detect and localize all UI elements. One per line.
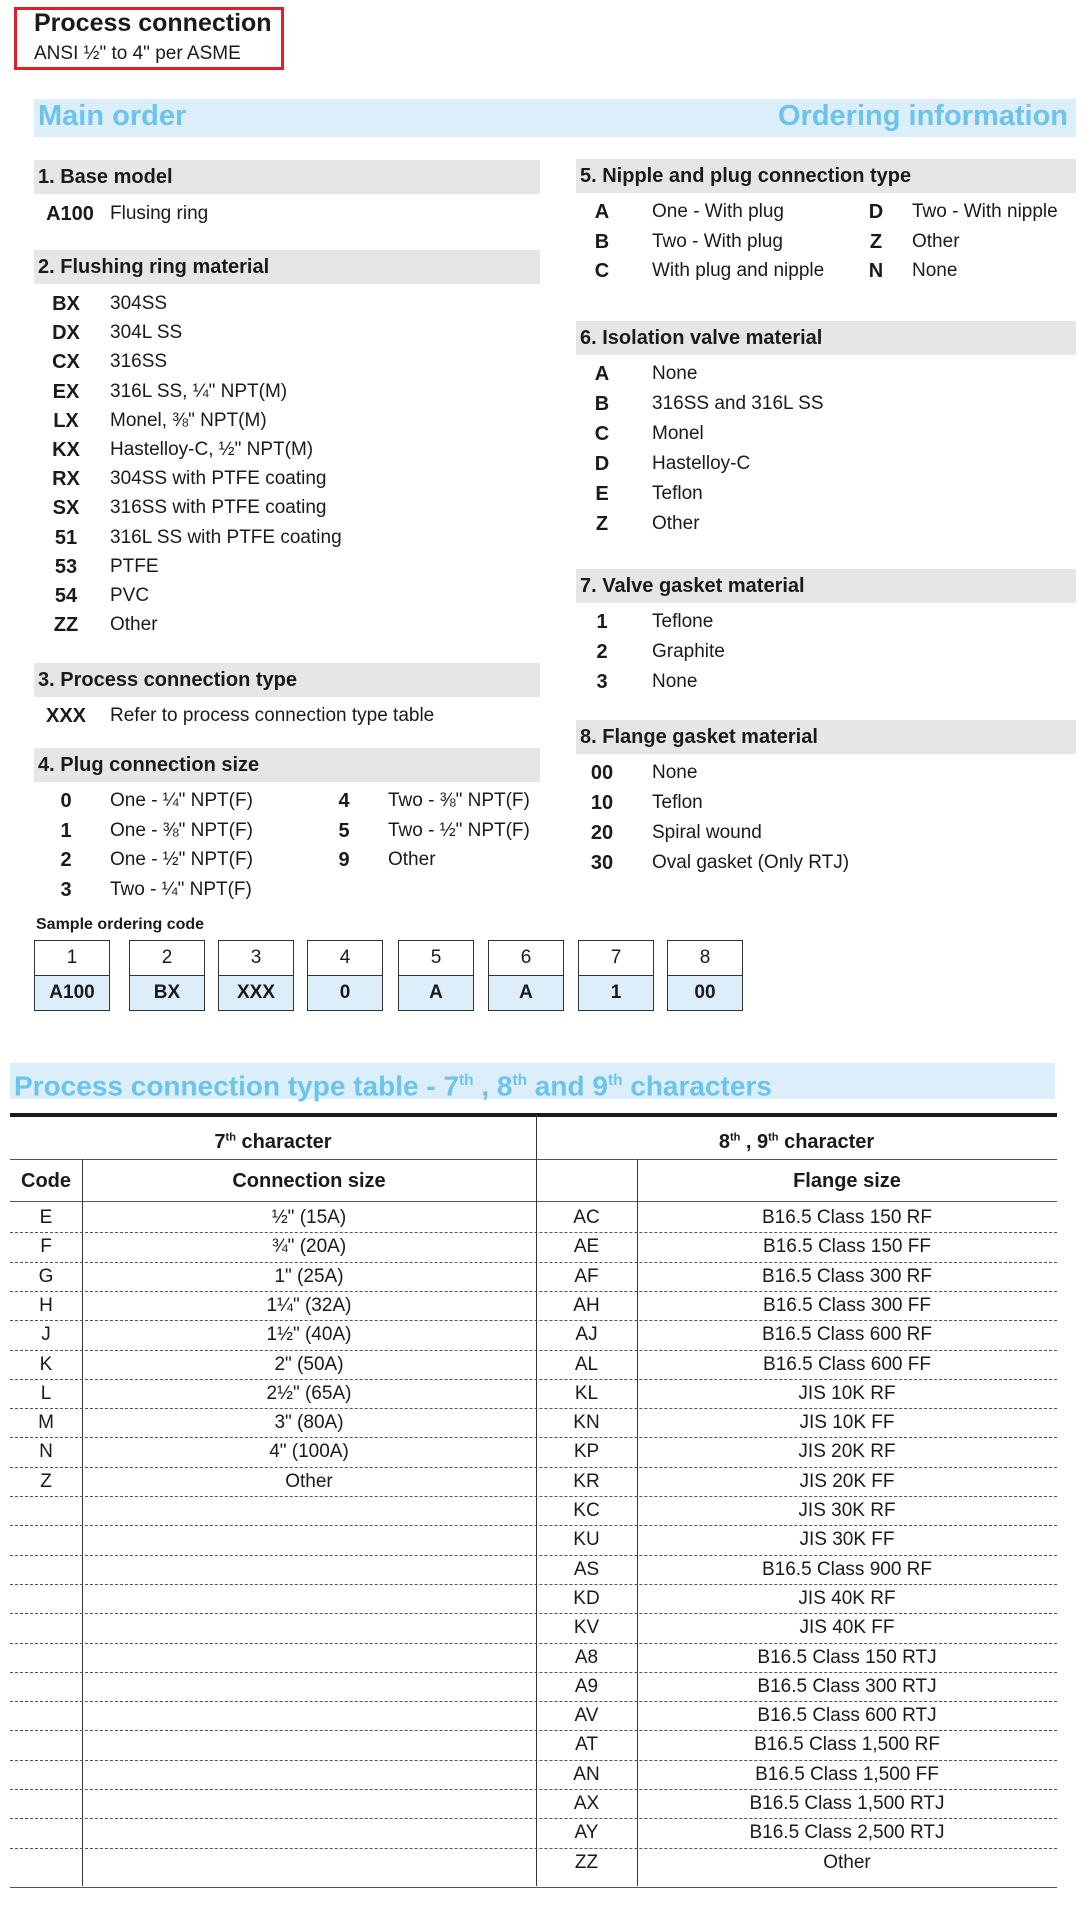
page-subtitle: ANSI ½" to 4" per ASME — [34, 43, 241, 64]
list-item — [576, 480, 1076, 508]
list-item — [34, 436, 540, 464]
table-banner-sup1: th — [459, 1072, 474, 1089]
item-desc: One - ¼" NPT(F) — [110, 790, 253, 811]
table-right-code: AF — [574, 1265, 599, 1287]
item-code: 9 — [338, 849, 350, 871]
col-flange-size-header: Flange size — [793, 1170, 901, 1192]
item-code: EX — [52, 380, 80, 403]
item-desc: Other — [912, 230, 960, 252]
sample-code-box — [218, 940, 294, 1011]
item-desc: PTFE — [110, 555, 159, 577]
table-row-divider — [10, 1408, 1057, 1409]
item-desc: Hastelloy-C — [652, 453, 751, 474]
list-item — [576, 420, 1076, 448]
section-base-model-title: 1. Base model — [34, 160, 540, 194]
table-connection-size: 2" (50A) — [274, 1353, 344, 1375]
item-code: 53 — [54, 555, 78, 578]
sample-code-box — [34, 940, 110, 1011]
item-code: XXX — [45, 705, 87, 727]
table-flange-size: B16.5 Class 300 RTJ — [757, 1675, 937, 1697]
table-flange-size: JIS 40K FF — [799, 1617, 895, 1639]
sample-code-position: 7 — [610, 947, 622, 968]
item-code: A — [594, 363, 610, 385]
table-flange-size: B16.5 Class 300 RF — [761, 1265, 933, 1287]
item-code: 54 — [54, 585, 78, 607]
item-desc: Hastelloy-C, ½" NPT(M) — [110, 439, 314, 460]
item-code: 5 — [338, 819, 350, 842]
table-row-divider — [10, 1848, 1057, 1849]
table-row-divider — [10, 1262, 1057, 1263]
table-flange-size: JIS 20K FF — [799, 1470, 895, 1492]
table-flange-size: JIS 40K RF — [798, 1587, 896, 1609]
section-flushing-ring-title: 2. Flushing ring material — [34, 250, 540, 284]
table-left-code: E — [39, 1207, 53, 1228]
main-order-banner — [34, 99, 1076, 137]
table-right-code: AX — [573, 1793, 600, 1814]
list-item — [34, 611, 540, 639]
table-flange-size: B16.5 Class 1,500 RTJ — [749, 1793, 945, 1814]
table-head-7th — [10, 1131, 536, 1154]
table-left-code: N — [39, 1441, 53, 1463]
item-code: KX — [52, 439, 80, 461]
item-desc: Other — [388, 849, 436, 870]
item-code: 20 — [590, 822, 614, 844]
table-row-divider — [10, 1760, 1057, 1761]
table-right-code: KU — [573, 1529, 600, 1551]
list-item — [576, 390, 1076, 418]
sample-code-position: 2 — [161, 947, 173, 968]
table-head-8th-9th — [536, 1131, 1057, 1154]
table-row-divider — [10, 1320, 1057, 1321]
item-code: Z — [869, 230, 883, 253]
item-desc: Other — [652, 513, 700, 534]
table-row-divider — [10, 1291, 1057, 1292]
item-code: 10 — [590, 792, 614, 814]
table-flange-size: B16.5 Class 600 RTJ — [757, 1705, 937, 1727]
table-row-divider — [10, 1525, 1057, 1526]
table-right-code: KV — [573, 1617, 600, 1639]
item-desc: Two - With plug — [652, 230, 783, 252]
item-code: 3 — [60, 878, 72, 901]
table-left-code: G — [38, 1265, 54, 1287]
table-banner-sup2: th — [512, 1072, 528, 1089]
col-connection-size-header: Connection size — [232, 1170, 386, 1192]
list-item — [576, 759, 1076, 787]
table-right-code: KP — [573, 1441, 600, 1463]
item-desc: 304SS — [110, 293, 168, 314]
item-desc: Two - ⅜" NPT(F) — [388, 790, 530, 811]
table-left-code: L — [40, 1382, 52, 1404]
table-left-code: M — [38, 1412, 54, 1434]
table-right-code: AH — [573, 1294, 600, 1316]
item-desc: 316L SS with PTFE coating — [110, 526, 342, 548]
table-right-code: AE — [573, 1236, 600, 1258]
sample-code-box — [667, 940, 743, 1011]
table-head-rule — [10, 1159, 1057, 1160]
item-desc: None — [652, 363, 698, 384]
list-item — [576, 198, 1076, 226]
table-row-divider — [10, 1789, 1057, 1790]
table-row-divider — [10, 1643, 1057, 1644]
list-item — [34, 702, 540, 730]
item-code: 0 — [60, 790, 72, 812]
list-item — [576, 789, 1076, 817]
list-item — [34, 200, 540, 228]
item-code: A — [594, 201, 610, 223]
item-desc: 316L SS, ¼" NPT(M) — [110, 380, 288, 402]
table-left-code: J — [41, 1324, 51, 1346]
list-item — [34, 524, 540, 552]
item-code: DX — [52, 322, 80, 345]
table-left-code: F — [40, 1236, 52, 1258]
table-flange-size: Other — [823, 1851, 871, 1873]
item-desc: Teflone — [652, 611, 714, 632]
table-left-code: Z — [40, 1470, 52, 1492]
list-item — [576, 668, 1076, 696]
table-connection-size: ¾" (20A) — [271, 1236, 347, 1258]
sample-code-value: A100 — [35, 975, 109, 1010]
ordering-information-heading: Ordering information — [778, 100, 1068, 132]
item-desc: One - ½" NPT(F) — [110, 849, 253, 870]
head-right-sup1: th — [729, 1131, 741, 1144]
table-row-divider — [10, 1584, 1057, 1585]
list-item — [576, 360, 1076, 388]
table-row-divider — [10, 1496, 1057, 1497]
table-banner-sup3: th — [607, 1072, 623, 1089]
item-desc: Refer to process connection type table — [110, 705, 435, 726]
table-left-code: H — [39, 1294, 53, 1316]
sample-ordering-code-label: Sample ordering code — [36, 916, 205, 933]
table-flange-size: B16.5 Class 900 RF — [761, 1558, 933, 1580]
item-desc: Two - ¼" NPT(F) — [110, 878, 252, 900]
table-connection-size: 3" (80A) — [274, 1412, 344, 1434]
item-desc: Teflon — [652, 792, 703, 813]
sample-code-box — [129, 940, 205, 1011]
table-row-divider — [10, 1350, 1057, 1351]
list-item — [34, 876, 540, 904]
table-right-code: AN — [573, 1763, 600, 1785]
table-flange-size: B16.5 Class 600 RF — [761, 1324, 933, 1346]
item-code: B — [594, 393, 610, 415]
table-connection-size: 1¼" (32A) — [266, 1294, 352, 1316]
sample-code-value: 1 — [579, 975, 653, 1010]
item-code: LX — [53, 409, 79, 432]
item-code: 3 — [596, 671, 608, 693]
item-code: D — [868, 201, 884, 223]
table-connection-size: ½" (15A) — [271, 1207, 347, 1228]
table-flange-size: JIS 30K FF — [799, 1529, 895, 1551]
sample-code-position: 6 — [520, 947, 532, 968]
item-desc: PVC — [110, 585, 150, 606]
section-nipple-plug-title: 5. Nipple and plug connection type — [576, 159, 1076, 193]
item-code: 51 — [54, 526, 78, 549]
list-item — [576, 638, 1076, 666]
table-flange-size: B16.5 Class 2,500 RTJ — [749, 1822, 945, 1844]
item-desc: Monel, ⅜" NPT(M) — [110, 409, 267, 431]
item-desc: With plug and nipple — [652, 260, 825, 281]
item-code: 00 — [590, 762, 614, 784]
item-desc: Other — [110, 614, 158, 636]
sample-code-box — [398, 940, 474, 1011]
item-code: C — [594, 423, 610, 445]
list-item — [34, 348, 540, 376]
head-left-pre: 7 — [214, 1131, 226, 1153]
head-left-sup: th — [225, 1131, 236, 1144]
table-right-code: A8 — [574, 1646, 599, 1668]
list-item — [576, 228, 1076, 256]
item-desc: 316SS with PTFE coating — [110, 497, 327, 519]
table-row-divider — [10, 1437, 1057, 1438]
table-flange-size: B16.5 Class 150 FF — [763, 1236, 931, 1258]
table-connection-size: 1½" (40A) — [266, 1324, 352, 1346]
list-item — [34, 290, 540, 318]
item-desc: One - ⅜" NPT(F) — [110, 819, 253, 841]
process-connection-table-banner — [10, 1063, 1055, 1102]
table-flange-size: JIS 10K FF — [799, 1412, 895, 1434]
table-row-divider — [10, 1467, 1057, 1468]
table-right-code: AY — [574, 1822, 599, 1844]
table-right-code: AJ — [575, 1324, 598, 1346]
table-flange-size: JIS 10K RF — [798, 1382, 896, 1404]
sample-code-position: 1 — [66, 947, 78, 968]
table-top-rule — [10, 1113, 1057, 1117]
item-desc: Two - ½" NPT(F) — [388, 819, 530, 841]
table-flange-size: JIS 20K RF — [798, 1441, 896, 1463]
table-row-divider — [10, 1555, 1057, 1556]
item-code: D — [594, 453, 610, 475]
item-code: C — [594, 260, 610, 282]
head-left-post: character — [235, 1131, 332, 1153]
table-flange-size: B16.5 Class 600 FF — [763, 1353, 931, 1375]
item-code: B — [594, 230, 610, 253]
sample-code-value: 00 — [668, 975, 742, 1010]
item-code: 2 — [596, 641, 608, 663]
list-item — [576, 450, 1076, 478]
list-item — [34, 319, 540, 347]
table-right-code: KN — [573, 1412, 600, 1434]
item-desc: Teflon — [652, 483, 703, 504]
list-item — [34, 465, 540, 493]
item-code: E — [595, 483, 609, 505]
table-connection-size: 2½" (65A) — [266, 1382, 352, 1404]
item-desc: 304L SS — [110, 322, 183, 344]
item-desc: Spiral wound — [652, 822, 762, 843]
table-banner-mid1: , 8 — [473, 1070, 513, 1102]
list-item — [34, 494, 540, 522]
table-flange-size: B16.5 Class 150 RF — [761, 1207, 933, 1228]
table-right-code: ZZ — [574, 1851, 599, 1873]
item-code: 2 — [60, 849, 72, 871]
list-item — [576, 849, 1076, 877]
table-banner-prefix: Process connection type table - 7 — [14, 1070, 460, 1102]
table-row-divider — [10, 1379, 1057, 1380]
table-left-code: K — [39, 1353, 53, 1375]
table-flange-size: JIS 30K RF — [798, 1500, 896, 1521]
table-flange-size: B16.5 Class 150 RTJ — [757, 1646, 937, 1668]
sample-code-box — [488, 940, 564, 1011]
item-desc: 316SS and 316L SS — [652, 393, 824, 414]
item-code: BX — [52, 293, 80, 315]
table-right-code: KL — [574, 1382, 599, 1404]
table-connection-size: Other — [285, 1470, 333, 1492]
table-flange-size: B16.5 Class 300 FF — [763, 1294, 931, 1316]
table-bottom-rule — [10, 1887, 1057, 1888]
table-right-code: A9 — [574, 1675, 599, 1697]
section-isolation-valve-title: 6. Isolation valve material — [576, 321, 1076, 355]
item-desc: One - With plug — [652, 201, 784, 222]
head-right-post: character — [778, 1131, 875, 1153]
main-order-heading: Main order — [38, 100, 187, 132]
table-subhead-rule — [10, 1201, 1057, 1202]
item-code: Z — [595, 513, 609, 535]
table-right-code: AS — [573, 1558, 600, 1580]
section-flange-gasket-title: 8. Flange gasket material — [576, 720, 1076, 754]
item-code: SX — [52, 497, 80, 520]
sample-code-value: A — [489, 975, 563, 1010]
table-banner-mid2: and 9 — [527, 1070, 608, 1102]
page-title: Process connection — [34, 9, 272, 37]
table-right-code: AT — [575, 1734, 598, 1756]
table-banner-suffix: characters — [622, 1070, 772, 1102]
sample-code-box — [307, 940, 383, 1011]
sample-code-value: 0 — [308, 975, 382, 1010]
list-item — [576, 257, 1076, 285]
table-flange-size: B16.5 Class 1,500 FF — [755, 1763, 939, 1785]
table-right-code: AC — [573, 1207, 600, 1228]
item-desc: None — [652, 671, 698, 692]
table-connection-size: 1" (25A) — [274, 1265, 344, 1287]
sample-code-position: 8 — [699, 947, 711, 968]
head-right-mid: , 9 — [740, 1131, 769, 1153]
item-desc: None — [652, 762, 698, 783]
item-code: ZZ — [53, 614, 79, 637]
head-right-pre: 8 — [718, 1131, 730, 1153]
item-code: 30 — [590, 852, 614, 874]
item-desc: Oval gasket (Only RTJ) — [652, 852, 850, 873]
list-item — [34, 817, 540, 845]
item-desc: Flusing ring — [110, 203, 209, 224]
sample-code-box — [578, 940, 654, 1011]
sample-code-position: 4 — [339, 947, 351, 968]
item-code: RX — [52, 468, 80, 491]
col-code-header: Code — [21, 1170, 71, 1192]
list-item — [34, 582, 540, 610]
item-code: N — [868, 260, 884, 282]
section-valve-gasket-title: 7. Valve gasket material — [576, 569, 1076, 603]
item-desc: 304SS with PTFE coating — [110, 468, 327, 490]
list-item — [576, 510, 1076, 538]
table-row-divider — [10, 1730, 1057, 1731]
table-row-divider — [10, 1613, 1057, 1614]
head-right-sup2: th — [768, 1131, 779, 1144]
table-right-code: KC — [573, 1500, 600, 1521]
table-flange-size: B16.5 Class 1,500 RF — [754, 1734, 940, 1756]
table-row-divider — [10, 1818, 1057, 1819]
sample-code-position: 3 — [250, 947, 262, 968]
list-item — [34, 378, 540, 406]
list-item — [576, 608, 1076, 636]
item-code: 4 — [338, 790, 350, 812]
item-code: 1 — [60, 819, 72, 842]
item-desc: None — [912, 260, 958, 281]
item-code: 1 — [596, 611, 608, 633]
section-process-connection-type-title: 3. Process connection type — [34, 663, 540, 697]
list-item — [576, 819, 1076, 847]
item-desc: Graphite — [652, 641, 725, 662]
item-desc: Monel — [652, 423, 704, 444]
item-desc: Two - With nipple — [912, 201, 1058, 222]
list-item — [34, 407, 540, 435]
table-right-code: KD — [573, 1587, 600, 1609]
table-right-code: AV — [574, 1705, 599, 1727]
sample-code-position: 5 — [430, 947, 442, 968]
section-plug-connection-size-title: 4. Plug connection size — [34, 748, 540, 782]
table-row-divider — [10, 1232, 1057, 1233]
sample-code-value: A — [399, 975, 473, 1010]
item-code: A100 — [46, 203, 94, 225]
table-right-code: AL — [574, 1353, 599, 1375]
sample-code-value: BX — [130, 975, 204, 1010]
list-item — [34, 787, 540, 815]
item-desc: 316SS — [110, 351, 168, 373]
list-item — [34, 846, 540, 874]
table-connection-size: 4" (100A) — [269, 1441, 349, 1463]
sample-code-value: XXX — [219, 975, 293, 1010]
list-item — [34, 553, 540, 581]
table-row-divider — [10, 1701, 1057, 1702]
item-code: CX — [52, 351, 80, 374]
table-row-divider — [10, 1672, 1057, 1673]
table-right-code: KR — [573, 1470, 600, 1492]
